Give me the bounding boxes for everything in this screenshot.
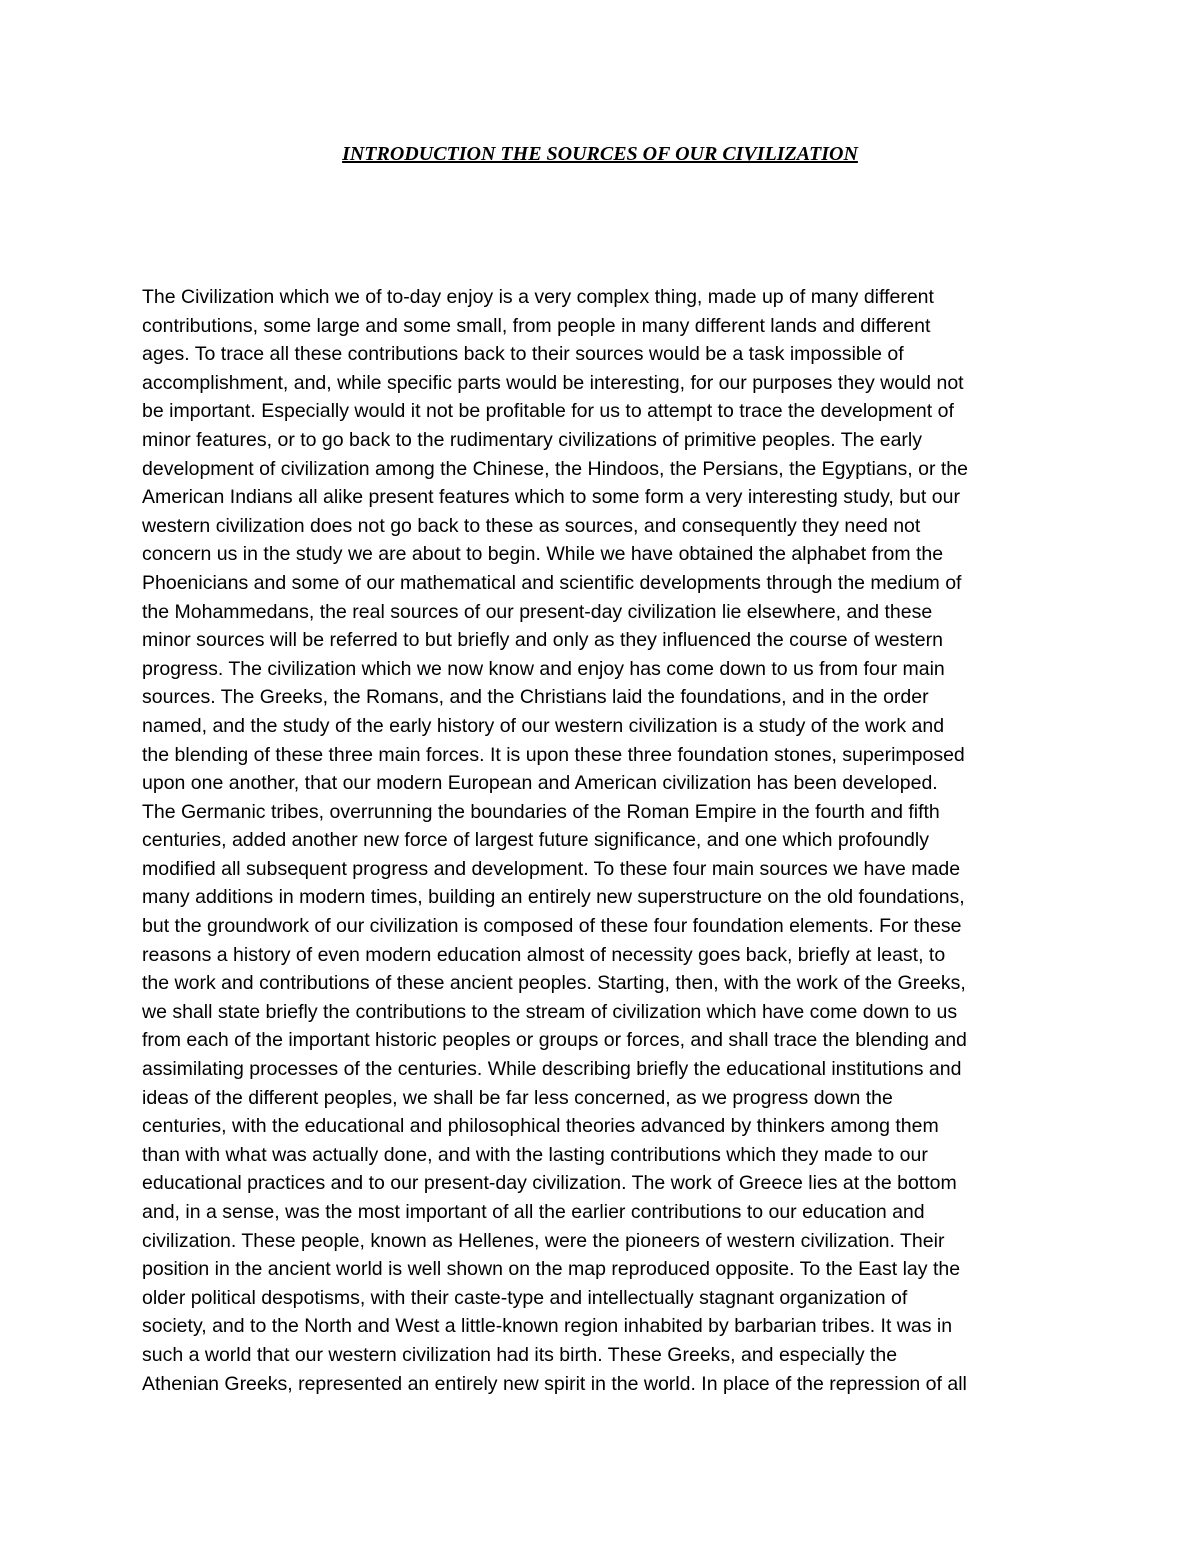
body-text-line: centuries, with the educational and philosophical theories advanced by thinkers among them: [142, 1115, 939, 1138]
body-text-line: from each of the important historic peoples or groups or forces, and shall trace the blending and: [142, 1029, 967, 1052]
body-text-line: upon one another, that our modern European and American civilization has been developed.: [142, 772, 938, 795]
document-title: INTRODUCTION THE SOURCES OF OUR CIVILIZATION: [342, 143, 858, 165]
body-text-line: educational practices and to our present-day civilization. The work of Greece lies at the bottom: [142, 1172, 957, 1195]
body-text-line: older political despotisms, with their caste-type and intellectually stagnant organization of: [142, 1286, 908, 1309]
body-text-line: development of civilization among the Chinese, the Hindoos, the Persians, the Egyptians, or the: [142, 457, 968, 480]
body-text-line: position in the ancient world is well shown on the map reproduced opposite. To the East lay the: [142, 1258, 961, 1281]
body-text-line: progress. The civilization which we now know and enjoy has come down to us from four main: [142, 657, 945, 680]
body-text-line: than with what was actually done, and with the lasting contributions which they made to our: [142, 1143, 928, 1166]
body-text-line: sources. The Greeks, the Romans, and the Christians laid the foundations, and in the order: [142, 686, 929, 709]
body-text-line: the Mohammedans, the real sources of our present-day civilization lie elsewhere, and these: [142, 600, 933, 623]
body-text-line: reasons a history of even modern education almost of necessity goes back, briefly at least, to: [142, 943, 946, 966]
body-text-line: The Germanic tribes, overrunning the boundaries of the Roman Empire in the fourth and fifth: [142, 800, 940, 823]
body-text-line: The Civilization which we of to-day enjoy is a very complex thing, made up of many different: [142, 286, 934, 308]
body-text-line: many additions in modern times, building an entirely new superstructure on the old foundations,: [142, 886, 965, 909]
body-text-line: the work and contributions of these ancient peoples. Starting, then, with the work of the Greeks,: [142, 972, 966, 995]
body-text-line: American Indians all alike present features which to some form a very interesting study, but our: [142, 486, 960, 509]
body-text-line: western civilization does not go back to these as sources, and consequently they need not: [142, 514, 921, 537]
body-text-line: accomplishment, and, while specific parts would be interesting, for our purposes they would not: [142, 371, 964, 394]
body-text-line: centuries, added another new force of largest future significance, and one which profoundly: [142, 829, 929, 852]
body-text-line: assimilating processes of the centuries. While describing briefly the educational institutions and: [142, 1058, 962, 1081]
body-text-line: and, in a sense, was the most important of all the earlier contributions to our education and: [142, 1201, 925, 1223]
body-text-line: the blending of these three main forces. It is upon these three foundation stones, superimposed: [142, 743, 965, 766]
body-text-line: be important. Especially would it not be profitable for us to attempt to trace the development of: [142, 400, 954, 423]
body-text-line: modified all subsequent progress and development. To these four main sources we have made: [142, 857, 961, 880]
body-text-line: minor features, or to go back to the rudimentary civilizations of primitive peoples. The early: [142, 428, 922, 451]
document-body: [142, 283, 1062, 1398]
body-text-line: society, and to the North and West a little-known region inhabited by barbarian tribes. It was in: [142, 1315, 953, 1338]
body-text-line: named, and the study of the early history of our western civilization is a study of the work and: [142, 714, 945, 737]
body-text-line: but the groundwork of our civilization is composed of these four foundation elements. For these: [142, 915, 962, 938]
body-text-line: such a world that our western civilization had its birth. These Greeks, and especially the: [142, 1343, 898, 1366]
body-text-line: civilization. These people, known as Hellenes, were the pioneers of western civilization. Their: [142, 1229, 945, 1252]
body-text-line: minor sources will be referred to but briefly and only as they influenced the course of western: [142, 629, 943, 652]
body-text-line: ages. To trace all these contributions back to their sources would be a task impossible of: [142, 343, 904, 366]
body-text-line: we shall state briefly the contributions to the stream of civilization which have come down to us: [142, 1000, 958, 1023]
body-text-line: Phoenicians and some of our mathematical and scientific developments through the medium of: [142, 571, 962, 594]
body-text-line: concern us in the study we are about to begin. While we have obtained the alphabet from the: [142, 543, 944, 566]
body-text-line: Athenian Greeks, represented an entirely new spirit in the world. In place of the repression of all: [142, 1372, 967, 1395]
body-text-line: contributions, some large and some small, from people in many different lands and different: [142, 314, 931, 337]
body-text-line: ideas of the different peoples, we shall be far less concerned, as we progress down the: [142, 1086, 893, 1109]
